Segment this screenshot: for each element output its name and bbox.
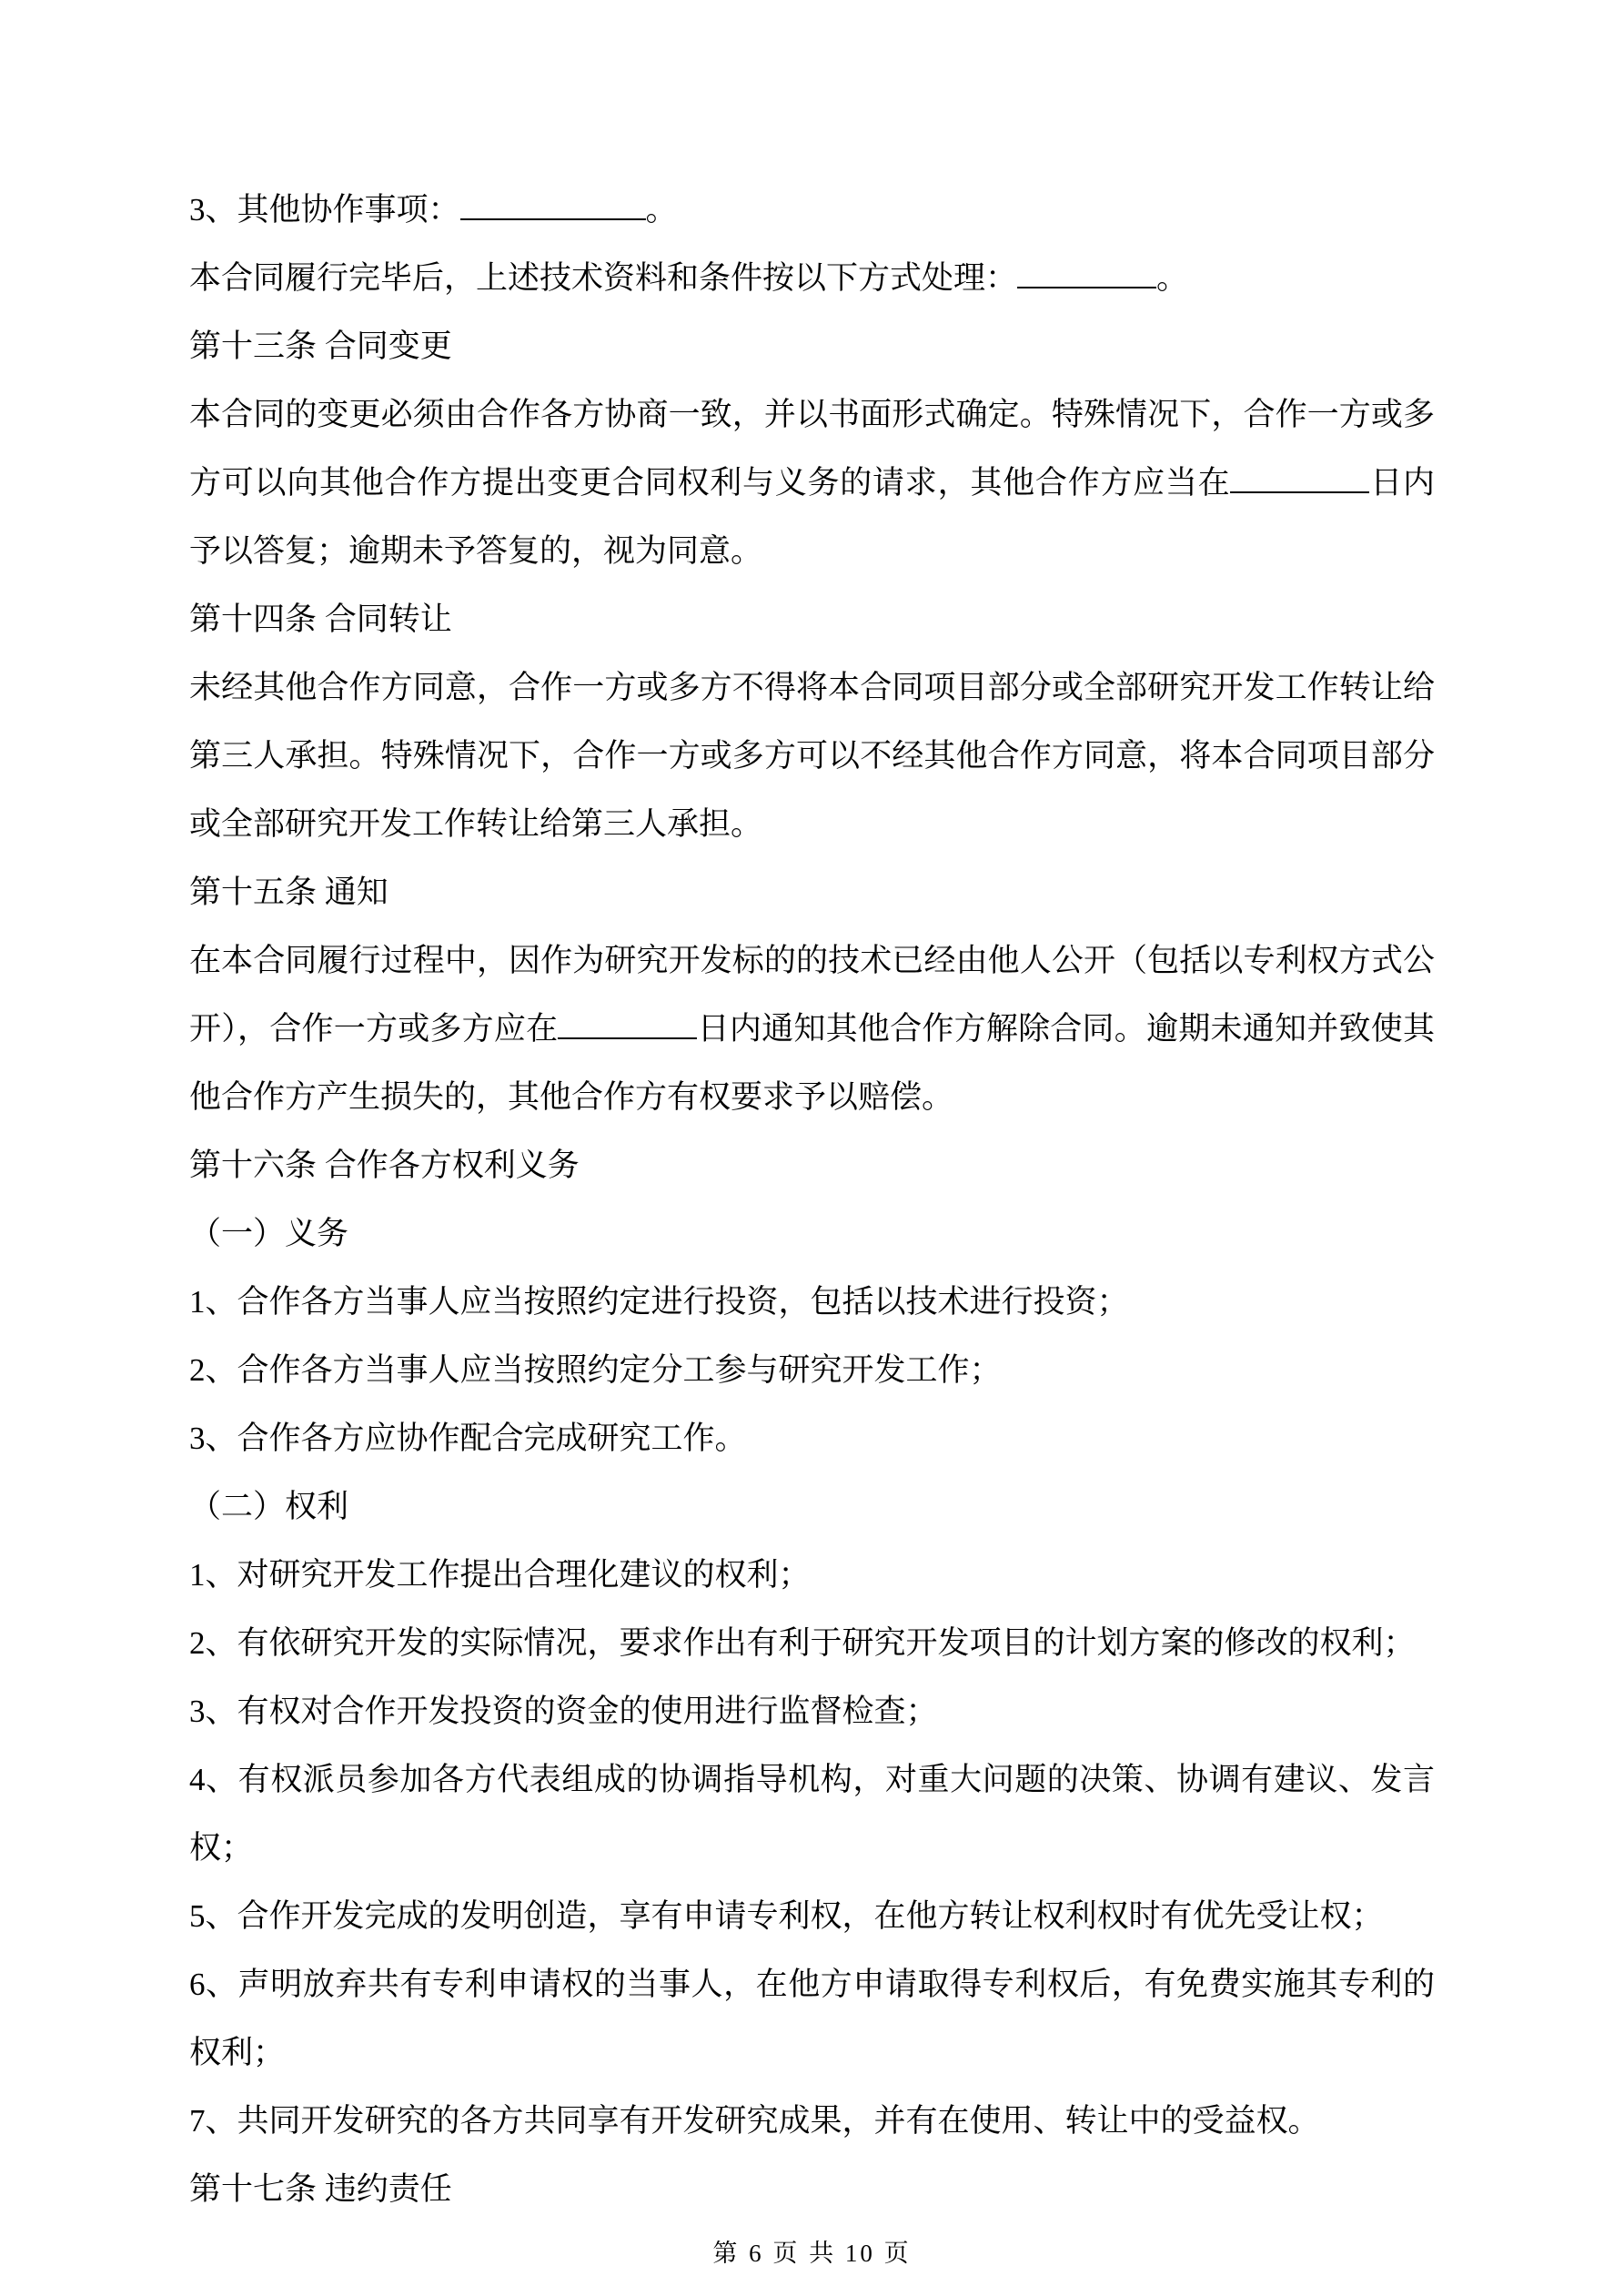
clause-heading: 第十三条 合同变更 xyxy=(189,329,452,364)
blank-line xyxy=(460,187,646,220)
clause-heading: 第十七条 违约责任 xyxy=(189,2171,452,2207)
sub-heading: （一）义务 xyxy=(189,1216,349,1251)
document-body xyxy=(189,176,1435,2223)
sub-heading: （二）权利 xyxy=(189,1489,349,1524)
paragraph: 在本合同履行过程中，因作为研究开发标的的技术已经由他人公开（包括以专利权方式公开），合作一方或多方应在 日内通知其他合作方解除合同。逾期未通知并致使其他合作方产生损失的，其他合作方有权要求予以赔偿。 xyxy=(189,943,1435,1115)
paragraph: 5、合作开发完成的发明创造，享有申请专利权，在他方转让权利权时有优先受让权； xyxy=(189,1898,1384,1934)
blank-line xyxy=(1017,255,1156,288)
clause-heading: 第十六条 合作各方权利义务 xyxy=(189,1148,580,1183)
paragraph: 2、有依研究开发的实际情况，要求作出有利于研究开发项目的计划方案的修改的权利； xyxy=(189,1625,1416,1661)
blank-line xyxy=(558,1006,697,1039)
paragraph: 2、合作各方当事人应当按照约定分工参与研究开发工作； xyxy=(189,1352,1002,1388)
clause-heading: 第十四条 合同转让 xyxy=(189,602,452,637)
paragraph: 4、有权派员参加各方代表组成的协调指导机构，对重大问题的决策、协调有建议、发言权； xyxy=(189,1762,1435,1866)
paragraph: 3、合作各方应协作配合完成研究工作。 xyxy=(189,1421,747,1456)
paragraph: 3、其他协作事项： 。 xyxy=(189,176,1435,244)
paragraph: 1、合作各方当事人应当按照约定进行投资，包括以技术进行投资； xyxy=(189,1284,1129,1320)
paragraph: 7、共同开发研究的各方共同享有开发研究成果，并有在使用、转让中的受益权。 xyxy=(189,2103,1320,2139)
paragraph: 本合同履行完毕后，上述技术资料和条件按以下方式处理： 。 xyxy=(189,244,1435,312)
paragraph: 3、有权对合作开发投资的资金的使用进行监督检查； xyxy=(189,1694,938,1729)
clause-heading: 第十五条 通知 xyxy=(189,875,388,910)
page-footer: 第 6 页 共 10 页 xyxy=(712,2240,912,2267)
paragraph: 6、声明放弃共有专利申请权的当事人，在他方申请取得专利权后，有免费实施其专利的权利； xyxy=(189,1967,1435,2070)
paragraph: 本合同的变更必须由合作各方协商一致，并以书面形式确定。特殊情况下，合作一方或多方可以向其他合作方提出变更合同权利与义务的请求，其他合作方应当在 日内予以答复；逾期未予答复的，视为同意。 xyxy=(189,397,1435,569)
paragraph: 未经其他合作方同意，合作一方或多方不得将本合同项目部分或全部研究开发工作转让给第三人承担。特殊情况下，合作一方或多方可以不经其他合作方同意，将本合同项目部分或全部研究开发工作转让给第三人承担。 xyxy=(189,670,1435,842)
paragraph: 1、对研究开发工作提出合理化建议的权利； xyxy=(189,1557,811,1593)
blank-line xyxy=(1230,460,1369,493)
